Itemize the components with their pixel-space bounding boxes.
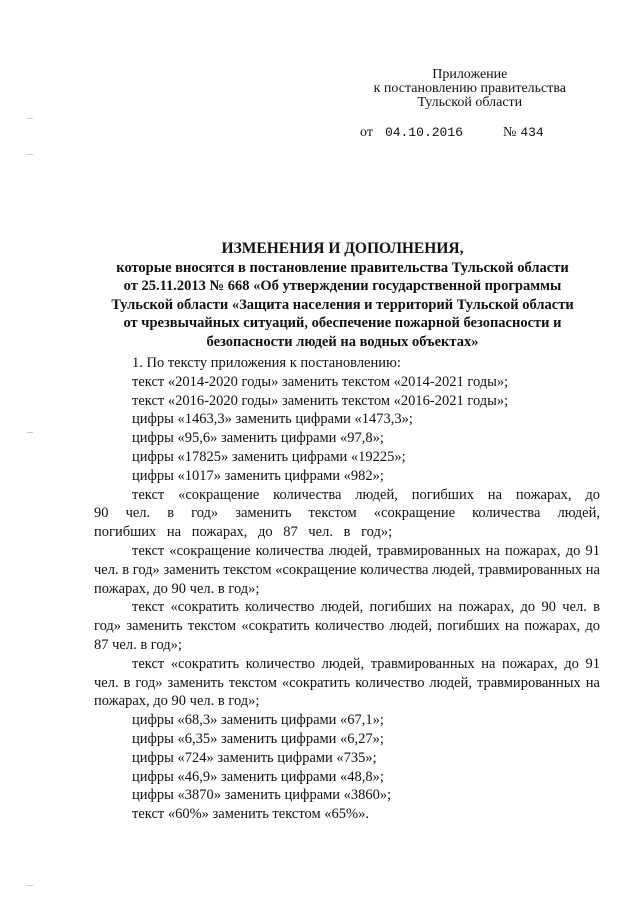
paragraph: текст «2014-2020 годы» заменить текстом «2014-2021 годы»; xyxy=(132,373,509,390)
document-title xyxy=(95,240,590,351)
paragraph: текст «60%» заменить текстом «65%». xyxy=(132,806,369,823)
document-number: 434 xyxy=(520,125,544,140)
paragraph: цифры «17825» заменить цифрами «19225»; xyxy=(132,448,406,465)
paragraph: текст «сократить количество людей, погибших на пожарах, до 90 чел. в год» заменить текстом «сократить количество людей, погибших на пожарах, до 87 чел. в год»; xyxy=(94,599,600,653)
title-line: от 25.11.2013 № 668 «Об утверждении государственной программы xyxy=(123,278,562,294)
title-line: безопасности людей на водных объектах» xyxy=(206,333,479,350)
paragraph: цифры «95,6» заменить цифрами «97,8»; xyxy=(132,430,384,447)
paragraph: цифры «724» заменить цифрами «735»; xyxy=(132,749,377,766)
paragraph: текст «2016-2020 годы» заменить текстом «2016-2021 годы»; xyxy=(132,392,509,409)
title-line: Тульской области «Защита населения и территорий Тульской области xyxy=(111,296,574,313)
paragraph: цифры «1463,3» заменить цифрами «1473,3»; xyxy=(132,411,413,428)
document-date: 04.10.2016 xyxy=(384,125,463,140)
paragraph: цифры «68,3» заменить цифрами «67,1»; xyxy=(132,712,384,729)
margin-mark xyxy=(27,885,33,886)
margin-mark xyxy=(27,154,33,155)
paragraph: 1. По тексту приложения к постановлению: xyxy=(132,355,401,371)
document-body xyxy=(94,354,600,824)
paragraph: цифры «46,9» заменить цифрами «48,8»; xyxy=(132,768,384,785)
document-reference xyxy=(360,125,544,141)
number-label: № xyxy=(502,125,517,140)
paragraph: цифры «6,35» заменить цифрами «6,27»; xyxy=(132,730,384,747)
title-line: которые вносятся в постановление правительства Тульской области xyxy=(116,259,569,276)
margin-mark xyxy=(27,432,33,433)
paragraph: текст «сокращение количества людей, травмированных на пожарах, до 91 чел. в год» заменить текстом «сокращение количества людей, травмированных на пожарах, до 90 чел. в год»; xyxy=(94,542,600,597)
title-heading: ИЗМЕНЕНИЯ И ДОПОЛНЕНИЯ, xyxy=(221,240,464,257)
margin-mark xyxy=(27,118,33,119)
appendix-line: Тульской области xyxy=(417,95,523,110)
appendix-line: к постановлению правительства xyxy=(373,81,566,96)
appendix-line: Приложение xyxy=(432,67,508,82)
paragraph: текст «сокращение количества людей, погибших на пожарах, до 90 чел. в год» заменить текстом «сокращение количества людей, погибших на пожарах, до 87 чел. в год»; xyxy=(94,486,600,541)
from-label: от xyxy=(360,125,373,140)
title-line: от чрезвычайных ситуаций, обеспечение пожарной безопасности и xyxy=(123,315,562,331)
paragraph: цифры «3870» заменить цифрами «3860»; xyxy=(132,787,392,804)
paragraph: цифры «1017» заменить цифрами «982»; xyxy=(132,467,384,484)
appendix-header xyxy=(374,68,566,110)
paragraph: текст «сократить количество людей, травмированных на пожарах, до 91 чел. в год» заменить текстом «сократить количество людей, травмированных на пожарах, до 90 чел. в год»; xyxy=(94,655,600,710)
